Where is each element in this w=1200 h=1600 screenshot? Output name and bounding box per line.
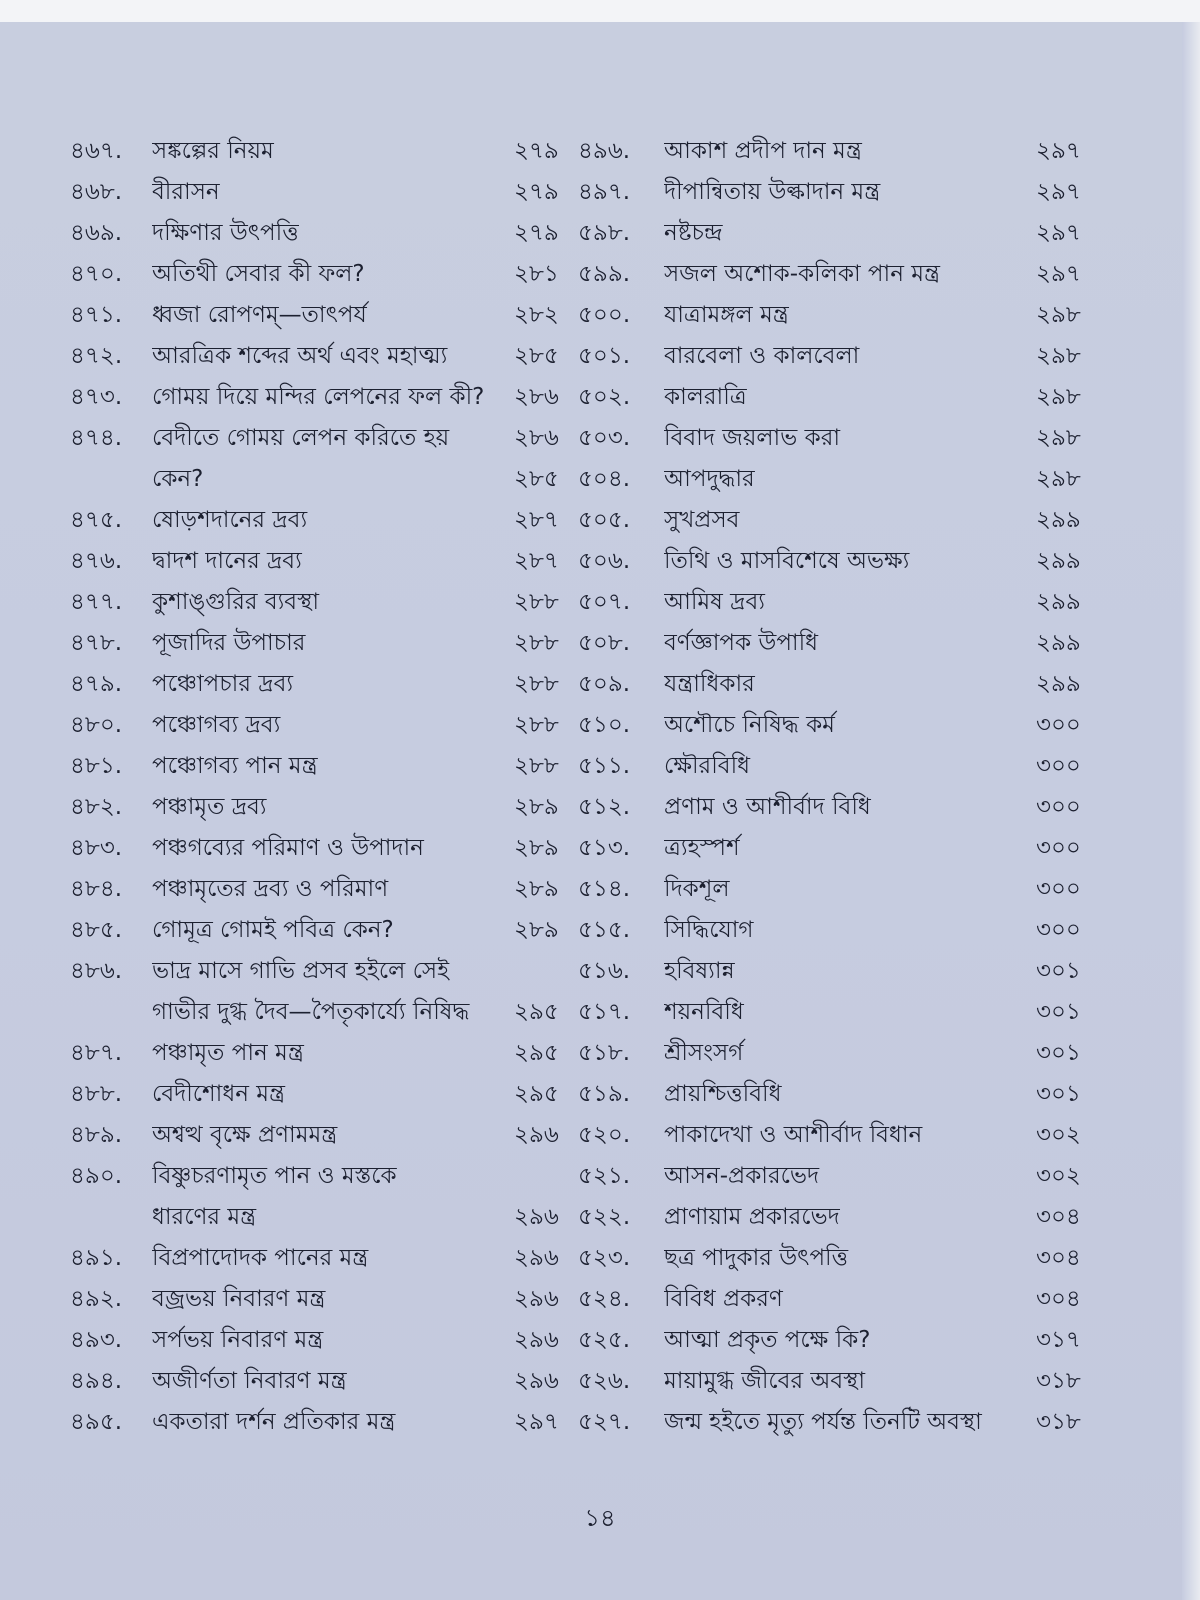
right-entry-page: ৩০৪ xyxy=(1036,1245,1081,1271)
right-entry-page: ২৯৯ xyxy=(1036,548,1081,574)
toc-row xyxy=(70,1238,1120,1279)
right-entry-number: ৫১৫. xyxy=(578,917,631,943)
left-entry-number: ৪৭৫. xyxy=(70,507,123,533)
right-entry-title: প্রাণায়াম প্রকারভেদ xyxy=(664,1204,840,1230)
right-entry-title: দিকশূল xyxy=(664,876,730,902)
page-edge xyxy=(1182,22,1200,1600)
left-entry-page: ২৯৭ xyxy=(514,1409,559,1435)
left-entry-page: ২৭৯ xyxy=(514,220,559,246)
right-entry-page: ২৯৮ xyxy=(1036,343,1081,369)
right-entry-title: হবিষ্যান্ন xyxy=(664,958,735,984)
left-entry-number: ৪৮৪. xyxy=(70,876,123,902)
right-entry-number: ৪৯৭. xyxy=(578,179,631,205)
right-entry-page: ২৯৯ xyxy=(1036,589,1081,615)
left-entry-number: ৪৮৩. xyxy=(70,835,123,861)
left-entry-title: বজ্রভয় নিবারণ মন্ত্র xyxy=(152,1286,326,1312)
toc-row xyxy=(70,254,1120,295)
left-entry-title: অতিথী সেবার কী ফল? xyxy=(152,261,365,287)
left-entry-title: ষোড়শদানের দ্রব্য xyxy=(152,507,308,533)
left-entry-title: ধারণের মন্ত্র xyxy=(152,1204,257,1230)
left-entry-page: ২৮২ xyxy=(514,302,559,328)
toc-row xyxy=(70,1279,1120,1320)
toc-row xyxy=(70,377,1120,418)
toc-row xyxy=(70,172,1120,213)
right-entry-page: ৩০০ xyxy=(1036,753,1081,779)
right-entry-page: ৩১৮ xyxy=(1036,1368,1081,1394)
left-entry-page: ২৯৫ xyxy=(514,1081,559,1107)
toc-row xyxy=(70,213,1120,254)
left-entry-page: ২৭৯ xyxy=(514,138,559,164)
right-entry-title: বর্ণজ্ঞাপক উপাধি xyxy=(664,630,819,656)
toc-row xyxy=(70,1033,1120,1074)
right-entry-title: বারবেলা ও কালবেলা xyxy=(664,343,860,369)
left-entry-page: ২৮১ xyxy=(514,261,559,287)
right-entry-title: তিথি ও মাসবিশেষে অভক্ষ্য xyxy=(664,548,910,574)
left-entry-page: ২৮৮ xyxy=(514,589,559,615)
right-entry-title: বিবাদ জয়লাভ করা xyxy=(664,425,841,451)
left-entry-title: বিপ্রপাদোদক পানের মন্ত্র xyxy=(152,1245,369,1271)
left-entry-page: ২৮৫ xyxy=(514,466,559,492)
left-entry-page: ২৮৫ xyxy=(514,343,559,369)
right-entry-title: ছত্র পাদুকার উৎপত্তি xyxy=(664,1245,849,1271)
left-entry-page: ২৮৬ xyxy=(514,384,559,410)
left-entry-page: ২৮৯ xyxy=(514,917,559,943)
left-entry-number: ৪৭৭. xyxy=(70,589,123,615)
left-entry-title: গোময় দিয়ে মন্দির লেপনের ফল কী? xyxy=(152,384,485,410)
right-entry-number: ৫০৯. xyxy=(578,671,631,697)
right-entry-title: পাকাদেখা ও আশীর্বাদ বিধান xyxy=(664,1122,923,1148)
right-entry-number: ৫০৭. xyxy=(578,589,631,615)
right-entry-page: ৩০০ xyxy=(1036,876,1081,902)
right-entry-number: ৫৯৮. xyxy=(578,220,631,246)
left-entry-title: অশ্বত্থ বৃক্ষে প্রণামমন্ত্র xyxy=(152,1122,338,1148)
left-entry-title: পঞ্চোগব্য দ্রব্য xyxy=(152,712,281,738)
left-entry-number: ৪৭৪. xyxy=(70,425,123,451)
right-entry-title: আকাশ প্রদীপ দান মন্ত্র xyxy=(664,138,862,164)
right-entry-title: বিবিধ প্রকরণ xyxy=(664,1286,783,1312)
toc-row xyxy=(70,910,1120,951)
right-entry-number: ৫৯৯. xyxy=(578,261,631,287)
right-entry-title: কালরাত্রি xyxy=(664,384,747,410)
left-entry-page: ২৯৬ xyxy=(514,1204,559,1230)
right-entry-number: ৪৯৬. xyxy=(578,138,631,164)
right-entry-page: ২৯৮ xyxy=(1036,384,1081,410)
left-entry-title: বেদীতে গোময় লেপন করিতে হয় xyxy=(152,425,450,451)
left-entry-title: কুশাঙ্গুরির ব্যবস্থা xyxy=(152,589,319,615)
left-entry-page: ২৮৮ xyxy=(514,753,559,779)
left-entry-title: বিষ্ণুচরণামৃত পান ও মস্তকে xyxy=(152,1163,397,1189)
left-entry-number: ৪৯২. xyxy=(70,1286,123,1312)
right-entry-number: ৫১৬. xyxy=(578,958,631,984)
right-entry-title: নষ্টচন্দ্র xyxy=(664,220,723,246)
left-entry-page: ২৮৮ xyxy=(514,630,559,656)
toc-row xyxy=(70,1361,1120,1402)
right-entry-title: আমিষ দ্রব্য xyxy=(664,589,765,615)
right-entry-page: ৩০১ xyxy=(1036,999,1081,1025)
left-entry-title: বীরাসন xyxy=(152,179,220,205)
left-entry-number: ৪৮৬. xyxy=(70,958,123,984)
left-entry-title: পঞ্চোগব্য পান মন্ত্র xyxy=(152,753,318,779)
right-entry-page: ২৯৮ xyxy=(1036,425,1081,451)
right-entry-number: ৫১৯. xyxy=(578,1081,631,1107)
toc-row xyxy=(70,828,1120,869)
left-entry-page: ২৯৬ xyxy=(514,1122,559,1148)
page-number: ১৪ xyxy=(584,1504,616,1532)
right-entry-title: আপদুদ্ধার xyxy=(664,466,755,492)
left-entry-page: ২৮৮ xyxy=(514,671,559,697)
left-entry-page: ২৮৬ xyxy=(514,425,559,451)
left-entry-title: পঞ্চামৃতের দ্রব্য ও পরিমাণ xyxy=(152,876,389,902)
right-entry-page: ২৯৯ xyxy=(1036,671,1081,697)
right-entry-title: শয়নবিধি xyxy=(664,999,744,1025)
toc-row xyxy=(70,664,1120,705)
right-entry-title: শ্রীসংসর্গ xyxy=(664,1040,744,1066)
right-entry-page: ৩১৮ xyxy=(1036,1409,1081,1435)
left-entry-title: পঞ্চামৃত দ্রব্য xyxy=(152,794,267,820)
right-entry-title: যাত্রামঙ্গল মন্ত্র xyxy=(664,302,789,328)
toc-row xyxy=(70,459,1120,500)
right-entry-number: ৫২২. xyxy=(578,1204,631,1230)
right-entry-title: সিদ্ধিযোগ xyxy=(664,917,754,943)
toc-row xyxy=(70,131,1120,172)
left-entry-title: একতারা দর্শন প্রতিকার মন্ত্র xyxy=(152,1409,396,1435)
left-entry-number: ৪৭৬. xyxy=(70,548,123,574)
left-entry-title: অজীর্ণতা নিবারণ মন্ত্র xyxy=(152,1368,347,1394)
left-entry-number: ৪৮৫. xyxy=(70,917,123,943)
right-entry-number: ৫১৪. xyxy=(578,876,631,902)
toc-row xyxy=(70,787,1120,828)
right-entry-title: সজল অশোক-কলিকা পান মন্ত্র xyxy=(664,261,940,287)
right-entry-number: ৫১৩. xyxy=(578,835,631,861)
left-entry-title: পঞ্চগব্যের পরিমাণ ও উপাদান xyxy=(152,835,424,861)
left-entry-page: ২৮৯ xyxy=(514,794,559,820)
toc-row xyxy=(70,623,1120,664)
left-entry-page: ২৯৬ xyxy=(514,1368,559,1394)
left-entry-number: ৪৭২. xyxy=(70,343,123,369)
left-entry-title: পঞ্চোপচার দ্রব্য xyxy=(152,671,294,697)
right-entry-number: ৫০৪. xyxy=(578,466,631,492)
left-entry-page: ২৮৮ xyxy=(514,712,559,738)
right-entry-page: ৩০০ xyxy=(1036,835,1081,861)
left-entry-page: ২৯৫ xyxy=(514,999,559,1025)
right-entry-page: ৩০১ xyxy=(1036,1081,1081,1107)
left-entry-page: ২৯৬ xyxy=(514,1327,559,1353)
toc-row xyxy=(70,541,1120,582)
left-entry-title: দক্ষিণার উৎপত্তি xyxy=(152,220,299,246)
toc-row xyxy=(70,869,1120,910)
left-entry-number: ৪৭০. xyxy=(70,261,123,287)
left-entry-number: ৪৯৪. xyxy=(70,1368,123,1394)
right-entry-page: ৩১৭ xyxy=(1036,1327,1081,1353)
right-entry-number: ৫২৭. xyxy=(578,1409,631,1435)
left-entry-page: ২৯৬ xyxy=(514,1245,559,1271)
right-entry-page: ২৯৭ xyxy=(1036,261,1081,287)
right-entry-number: ৫০৫. xyxy=(578,507,631,533)
right-entry-title: সুখপ্রসব xyxy=(664,507,740,533)
left-entry-page: ২৮৭ xyxy=(514,507,559,533)
left-entry-title: আরত্রিক শব্দের অর্থ এবং মহাত্ম্য xyxy=(152,343,448,369)
left-entry-number: ৪৭৩. xyxy=(70,384,123,410)
toc-row xyxy=(70,1074,1120,1115)
right-entry-page: ৩০১ xyxy=(1036,1040,1081,1066)
right-entry-title: ত্র্যহস্পর্শ xyxy=(664,835,740,861)
right-entry-page: ২৯৭ xyxy=(1036,179,1081,205)
right-entry-title: মায়ামুগ্ধ জীবের অবস্থা xyxy=(664,1368,866,1394)
toc-row xyxy=(70,746,1120,787)
left-entry-page: ২৯৫ xyxy=(514,1040,559,1066)
right-entry-title: ক্ষৌরবিধি xyxy=(664,753,751,779)
right-entry-number: ৫১০. xyxy=(578,712,631,738)
left-entry-number: ৪৮২. xyxy=(70,794,123,820)
toc-row xyxy=(70,418,1120,459)
left-entry-title: পঞ্চামৃত পান মন্ত্র xyxy=(152,1040,304,1066)
right-entry-page: ২৯৯ xyxy=(1036,507,1081,533)
left-entry-title: কেন? xyxy=(152,466,204,492)
right-entry-page: ২৯৮ xyxy=(1036,302,1081,328)
right-entry-page: ২৯৭ xyxy=(1036,220,1081,246)
toc-row xyxy=(70,705,1120,746)
right-entry-number: ৫১৭. xyxy=(578,999,631,1025)
right-entry-title: যন্ত্রাধিকার xyxy=(664,671,755,697)
right-entry-number: ৫০০. xyxy=(578,302,631,328)
right-entry-title: জন্ম হইতে মৃত্যু পর্যন্ত তিনটি অবস্থা xyxy=(664,1409,982,1435)
left-entry-number: ৪৬৯. xyxy=(70,220,123,246)
left-entry-title: বেদীশোধন মন্ত্র xyxy=(152,1081,285,1107)
right-entry-title: অশৌচে নিষিদ্ধ কর্ম xyxy=(664,712,835,738)
toc-row xyxy=(70,951,1120,992)
toc-row xyxy=(70,500,1120,541)
toc-row xyxy=(70,1115,1120,1156)
left-entry-number: ৪৭৯. xyxy=(70,671,123,697)
left-entry-number: ৪৭৮. xyxy=(70,630,123,656)
right-entry-page: ৩০০ xyxy=(1036,917,1081,943)
right-entry-number: ৫২১. xyxy=(578,1163,631,1189)
right-entry-number: ৫০২. xyxy=(578,384,631,410)
right-entry-number: ৫০৩. xyxy=(578,425,631,451)
left-entry-title: ভাদ্র মাসে গাভি প্রসব হইলে সেই xyxy=(152,958,450,984)
right-entry-number: ৫১৮. xyxy=(578,1040,631,1066)
right-entry-number: ৫২৩. xyxy=(578,1245,631,1271)
left-entry-page: ২৯৬ xyxy=(514,1286,559,1312)
right-entry-title: আসন-প্রকারভেদ xyxy=(664,1163,820,1189)
toc-row xyxy=(70,336,1120,377)
right-entry-title: প্রণাম ও আশীর্বাদ বিধি xyxy=(664,794,871,820)
right-entry-page: ২৯৮ xyxy=(1036,466,1081,492)
left-entry-page: ২৭৯ xyxy=(514,179,559,205)
right-entry-page: ২৯৯ xyxy=(1036,630,1081,656)
right-entry-number: ৫২৫. xyxy=(578,1327,631,1353)
right-entry-number: ৫০৬. xyxy=(578,548,631,574)
toc-row xyxy=(70,582,1120,623)
left-entry-title: ধ্বজা রোপণম্—তাৎপর্য xyxy=(152,302,367,328)
toc-row xyxy=(70,295,1120,336)
left-entry-page: ২৮৭ xyxy=(514,548,559,574)
left-entry-number: ৪৯৩. xyxy=(70,1327,123,1353)
right-entry-page: ৩০১ xyxy=(1036,958,1081,984)
toc-row xyxy=(70,1156,1120,1197)
right-entry-title: প্রায়শ্চিত্তবিধি xyxy=(664,1081,782,1107)
left-entry-title: সঙ্কল্পের নিয়ম xyxy=(152,138,274,164)
toc-row xyxy=(70,992,1120,1033)
right-entry-page: ৩০০ xyxy=(1036,794,1081,820)
left-entry-title: পূজাদির উপাচার xyxy=(152,630,306,656)
left-entry-number: ৪৮৮. xyxy=(70,1081,123,1107)
right-entry-page: ৩০৪ xyxy=(1036,1204,1081,1230)
left-entry-page: ২৮৯ xyxy=(514,835,559,861)
left-entry-page: ২৮৯ xyxy=(514,876,559,902)
left-entry-number: ৪৮৭. xyxy=(70,1040,123,1066)
left-entry-number: ৪৭১. xyxy=(70,302,123,328)
right-entry-number: ৫২৬. xyxy=(578,1368,631,1394)
left-entry-title: গোমূত্র গোমই পবিত্র কেন? xyxy=(152,917,394,943)
left-entry-number: ৪৯১. xyxy=(70,1245,123,1271)
right-entry-number: ৫০১. xyxy=(578,343,631,369)
left-entry-number: ৪৬৭. xyxy=(70,138,123,164)
right-entry-page: ২৯৭ xyxy=(1036,138,1081,164)
left-entry-number: ৪৮১. xyxy=(70,753,123,779)
table-of-contents xyxy=(70,131,1120,1443)
right-entry-page: ৩০২ xyxy=(1036,1122,1081,1148)
left-entry-title: গাভীর দুগ্ধ দৈব—পৈতৃকার্য্যে নিষিদ্ধ xyxy=(152,999,470,1025)
right-entry-number: ৫২৪. xyxy=(578,1286,631,1312)
left-entry-title: সর্পভয় নিবারণ মন্ত্র xyxy=(152,1327,324,1353)
left-entry-title: দ্বাদশ দানের দ্রব্য xyxy=(152,548,302,574)
right-entry-number: ৫২০. xyxy=(578,1122,631,1148)
left-entry-number: ৪৮৯. xyxy=(70,1122,123,1148)
right-entry-number: ৫০৮. xyxy=(578,630,631,656)
left-entry-number: ৪৯০. xyxy=(70,1163,123,1189)
toc-row xyxy=(70,1197,1120,1238)
right-entry-page: ৩০০ xyxy=(1036,712,1081,738)
right-entry-number: ৫১২. xyxy=(578,794,631,820)
left-entry-number: ৪৬৮. xyxy=(70,179,123,205)
right-entry-title: দীপান্বিতায় উল্কাদান মন্ত্র xyxy=(664,179,881,205)
toc-row xyxy=(70,1320,1120,1361)
right-entry-title: আত্মা প্রকৃত পক্ষে কি? xyxy=(664,1327,871,1353)
toc-row xyxy=(70,1402,1120,1443)
right-entry-number: ৫১১. xyxy=(578,753,631,779)
right-entry-page: ৩০২ xyxy=(1036,1163,1081,1189)
left-entry-number: ৪৮০. xyxy=(70,712,123,738)
left-entry-number: ৪৯৫. xyxy=(70,1409,123,1435)
right-entry-page: ৩০৪ xyxy=(1036,1286,1081,1312)
